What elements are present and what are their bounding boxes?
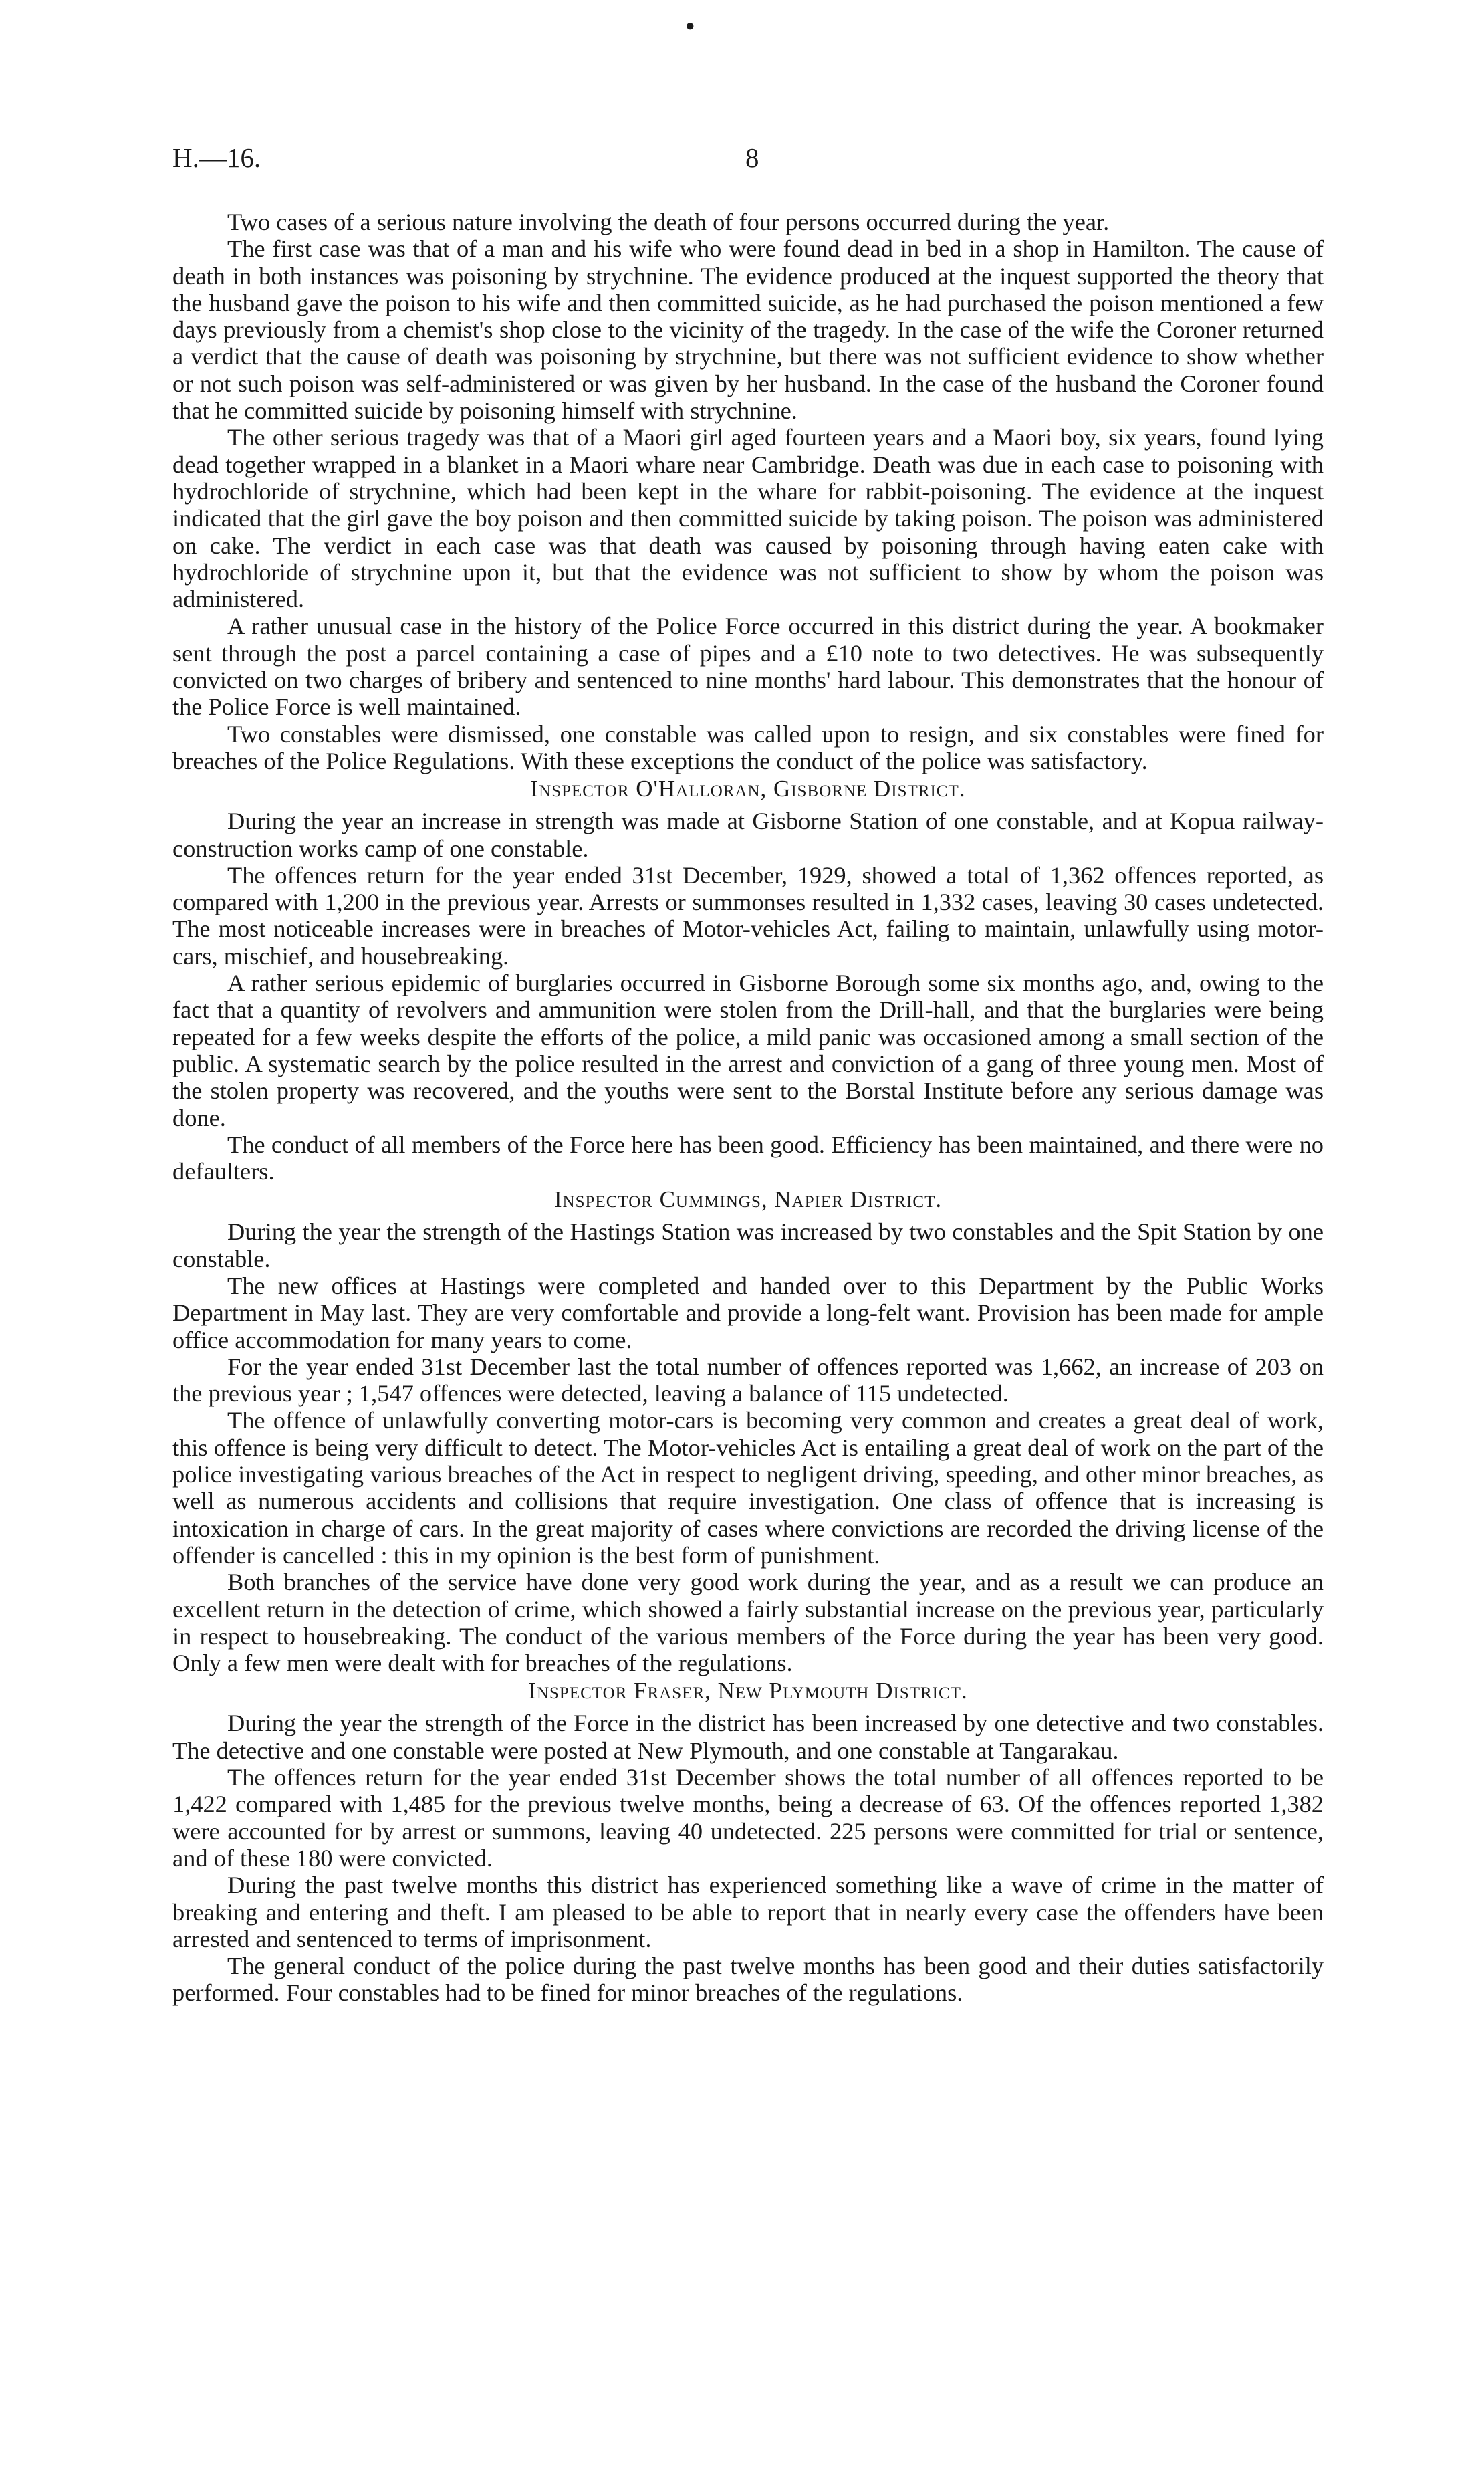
paragraph: Both branches of the service have done very good work during the year, and as a result we can produce an excellent return in the detection of crime, which showed a fairly substantial increase on the previous year, particularly in respect to housebreaking. The conduct of the various members of the Force during the year has been very good. Only a few men were dealt with for breaches of the regulations. [172, 1569, 1324, 1677]
paragraph: During the year the strength of the Hastings Station was increased by two constables and the Spit Station by one constable. [172, 1218, 1324, 1272]
paragraph: Two cases of a serious nature involving the death of four persons occurred during the year. [227, 209, 1110, 235]
report-body [172, 209, 1324, 2007]
paragraph: A rather serious epidemic of burglaries occurred in Gisborne Borough some six months ago, and, owing to the fact that a quantity of revolvers and ammunition were stolen from the Drill-hall, and that the burglaries were being repeated for a few weeks despite the efforts of the police, a mild panic was occasioned among a small section of the public. A systematic search by the police resulted in the arrest and conviction of a gang of three young men. Most of the stolen property was recovered, and the youths were sent to the Borstal Institute before any serious damage was done. [172, 970, 1324, 1131]
paragraph: During the year an increase in strength was made at Gisborne Station of one constable, and at Kopua railway-construction works camp of one constable. [172, 808, 1324, 862]
paragraph: The conduct of all members of the Force here has been good. Efficiency has been maintained, and there were no defaulters. [172, 1131, 1324, 1186]
paragraph: During the past twelve months this district has experienced something like a wave of crime in the matter of breaking and entering and theft. I am pleased to be able to report that in nearly every case the offenders have been arrested and sentenced to terms of imprisonment. [172, 1872, 1324, 1952]
paragraph: A rather unusual case in the history of the Police Force occurred in this district during the year. A bookmaker sent through the post a parcel containing a case of pipes and a £10 note to two detectives. He was subsequently convicted on two charges of bribery and sentenced to nine months' hard labour. This demonstrates that the honour of the Police Force is well maintained. [172, 612, 1324, 721]
paragraph: The offence of unlawfully converting motor-cars is becoming very common and creates a great deal of work, this offence is being very difficult to detect. The Motor-vehicles Act is entailing a great deal of work on the part of the police investigating various breaches of the Act in respect to negligent driving, speeding, and other minor breaches, as well as numerous accidents and collisions that require investigation. One class of offence that is increasing is intoxication in charge of cars. In the great majority of cases where convictions are recorded the driving license of the offender is cancelled : this in my opinion is the best form of punishment. [172, 1407, 1324, 1569]
section-heading: Inspector O'Halloran, Gisborne District. [530, 776, 966, 802]
paragraph: The first case was that of a man and his wife who were found dead in bed in a shop in Hamilton. The cause of death in both instances was poisoning by strychnine. The evidence produced at the inquest supported the theory that the husband gave the poison to his wife and then committed suicide, as he had purchased the poison mentioned a few days previously from a chemist's shop close to the vicinity of the tragedy. In the case of the wife the Coroner returned a verdict that the cause of death was poisoning by strychnine, but there was not sufficient evidence to show whether or not such poison was self-administered or was given by her husband. In the case of the husband the Coroner found that he committed suicide by poisoning himself with strychnine. [172, 235, 1324, 425]
document-page [172, 142, 1324, 2007]
paragraph: The general conduct of the police during the past twelve months has been good and their duties satisfactorily performed. Four constables had to be fined for minor breaches of the regulations. [172, 1952, 1324, 2007]
section-heading: Inspector Fraser, New Plymouth District. [528, 1678, 968, 1704]
paragraph: For the year ended 31st December last the total number of offences reported was 1,662, an increase of 203 on the previous year ; 1,547 offences were detected, leaving a balance of 115 undetected. [172, 1353, 1324, 1408]
page-mark: ● [685, 17, 695, 35]
paragraph: The offences return for the year ended 31st December shows the total number of all offences reported to be 1,422 compared with 1,485 for the previous twelve months, being a decrease of 63. Of the offences reported 1,382 were accounted for by arrest or summons, leaving 40 undetected. 225 persons were committed for trial or sentence, and of these 180 were convicted. [172, 1764, 1324, 1872]
paragraph: The other serious tragedy was that of a Maori girl aged fourteen years and a Maori boy, six years, found lying dead together wrapped in a blanket in a Maori whare near Cambridge. Death was due in each case to poisoning with hydrochloride of strychnine, which had been kept in the whare for rabbit-poisoning. The evidence at the inquest indicated that the girl gave the boy poison and then committed suicide by taking poison. The poison was administered on cake. The verdict in each case was that death was caused by poisoning through having eaten cake with hydrochloride of strychnine upon it, but that the evidence was not sufficient to show by whom the poison was administered. [172, 424, 1324, 613]
paragraph: During the year the strength of the Force in the district has been increased by one detective and two constables. The detective and one constable were posted at New Plymouth, and one constable at Tangarakau. [172, 1710, 1324, 1764]
page-header [172, 142, 1324, 181]
document-reference: H.—16. [172, 142, 261, 173]
paragraph: The new offices at Hastings were completed and handed over to this Department by the Public Works Department in May last. They are very comfortable and provide a long-felt want. Provision has been made for ample office accommodation for many years to come. [172, 1272, 1324, 1353]
page-number: 8 [745, 142, 759, 173]
paragraph: The offences return for the year ended 31st December, 1929, showed a total of 1,362 offences reported, as compared with 1,200 in the previous year. Arrests or summonses resulted in 1,332 cases, leaving 30 cases undetected. The most noticeable increases were in breaches of Motor-vehicles Act, failing to maintain, unlawfully using motor-cars, mischief, and housebreaking. [172, 861, 1324, 970]
paragraph: Two constables were dismissed, one constable was called upon to resign, and six constables were fined for breaches of the Police Regulations. With these exceptions the conduct of the police was satisfactory. [172, 720, 1324, 774]
section-heading: Inspector Cummings, Napier District. [553, 1186, 943, 1213]
